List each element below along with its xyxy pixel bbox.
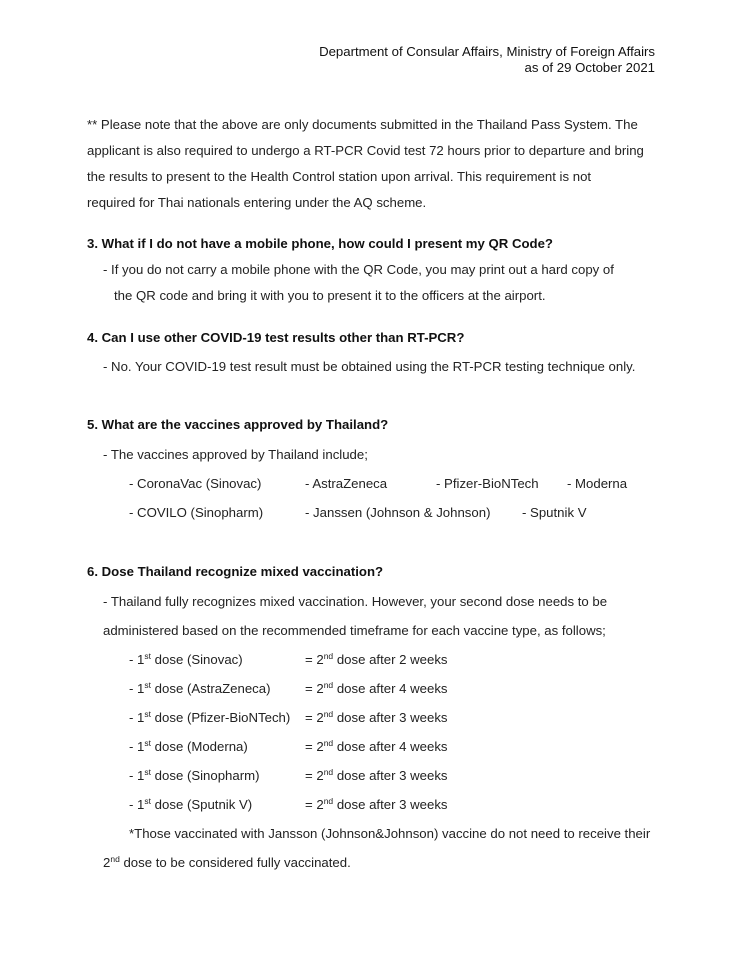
dose-second: = 2nd dose after 4 weeks [305, 738, 448, 754]
note-line: the results to present to the Health Control station upon arrival. This requirement is not [87, 169, 592, 184]
dose-first: - 1st dose (Sinopharm) [129, 767, 260, 783]
document-header [319, 44, 655, 76]
q6-intro-line: - Thailand fully recognizes mixed vaccination. However, your second dose needs to be [103, 594, 608, 609]
q4-answer: - No. Your COVID-19 test result must be obtained using the RT-PCR testing technique only. [103, 359, 636, 374]
note-line: applicant is also required to undergo a RT-PCR Covid test 72 hours prior to departure and bring [87, 143, 644, 158]
note-line: required for Thai nationals entering under the AQ scheme. [87, 195, 427, 210]
dose-first: - 1st dose (Moderna) [129, 738, 248, 754]
vaccine-item: - Pfizer-BioNTech [436, 476, 539, 491]
dose-second: = 2nd dose after 3 weeks [305, 709, 448, 725]
q5-intro: - The vaccines approved by Thailand include; [103, 447, 368, 462]
vaccine-item: - Sputnik V [522, 505, 587, 520]
vaccine-item: - Janssen (Johnson & Johnson) [305, 505, 491, 520]
dose-second: = 2nd dose after 3 weeks [305, 767, 448, 783]
vaccine-item: - AstraZeneca [305, 476, 388, 491]
question-3-heading: 3. What if I do not have a mobile phone, how could I present my QR Code? [87, 236, 553, 251]
dose-second: = 2nd dose after 3 weeks [305, 796, 448, 812]
header-date: as of 29 October 2021 [524, 60, 655, 75]
dose-first: - 1st dose (Sputnik V) [129, 796, 253, 812]
q6-intro-line: administered based on the recommended timeframe for each vaccine type, as follows; [103, 623, 606, 638]
dose-first: - 1st dose (Pfizer-BioNTech) [129, 709, 291, 725]
question-6-heading: 6. Dose Thailand recognize mixed vaccination? [87, 564, 384, 579]
q3-answer-line: the QR code and bring it with you to present it to the officers at the airport. [114, 288, 546, 303]
dose-second: = 2nd dose after 2 weeks [305, 651, 448, 667]
vaccine-item: - COVILO (Sinopharm) [129, 505, 264, 520]
dose-first: - 1st dose (AstraZeneca) [129, 680, 271, 696]
dose-second: = 2nd dose after 4 weeks [305, 680, 448, 696]
header-department: Department of Consular Affairs, Ministry of Foreign Affairs [319, 44, 655, 59]
footnote-line: 2nd dose to be considered fully vaccinated. [103, 854, 351, 870]
dose-first: - 1st dose (Sinovac) [129, 651, 243, 667]
q3-answer-line: - If you do not carry a mobile phone with the QR Code, you may print out a hard copy of [103, 262, 614, 277]
vaccine-item: - Moderna [567, 476, 628, 491]
vaccine-item: - CoronaVac (Sinovac) [129, 476, 262, 491]
note-line: ** Please note that the above are only documents submitted in the Thailand Pass System. The [87, 117, 638, 132]
question-4-heading: 4. Can I use other COVID-19 test results other than RT-PCR? [87, 330, 465, 345]
question-5-heading: 5. What are the vaccines approved by Thailand? [87, 417, 389, 432]
footnote-line: *Those vaccinated with Jansson (Johnson&Johnson) vaccine do not need to receive their [129, 826, 651, 841]
